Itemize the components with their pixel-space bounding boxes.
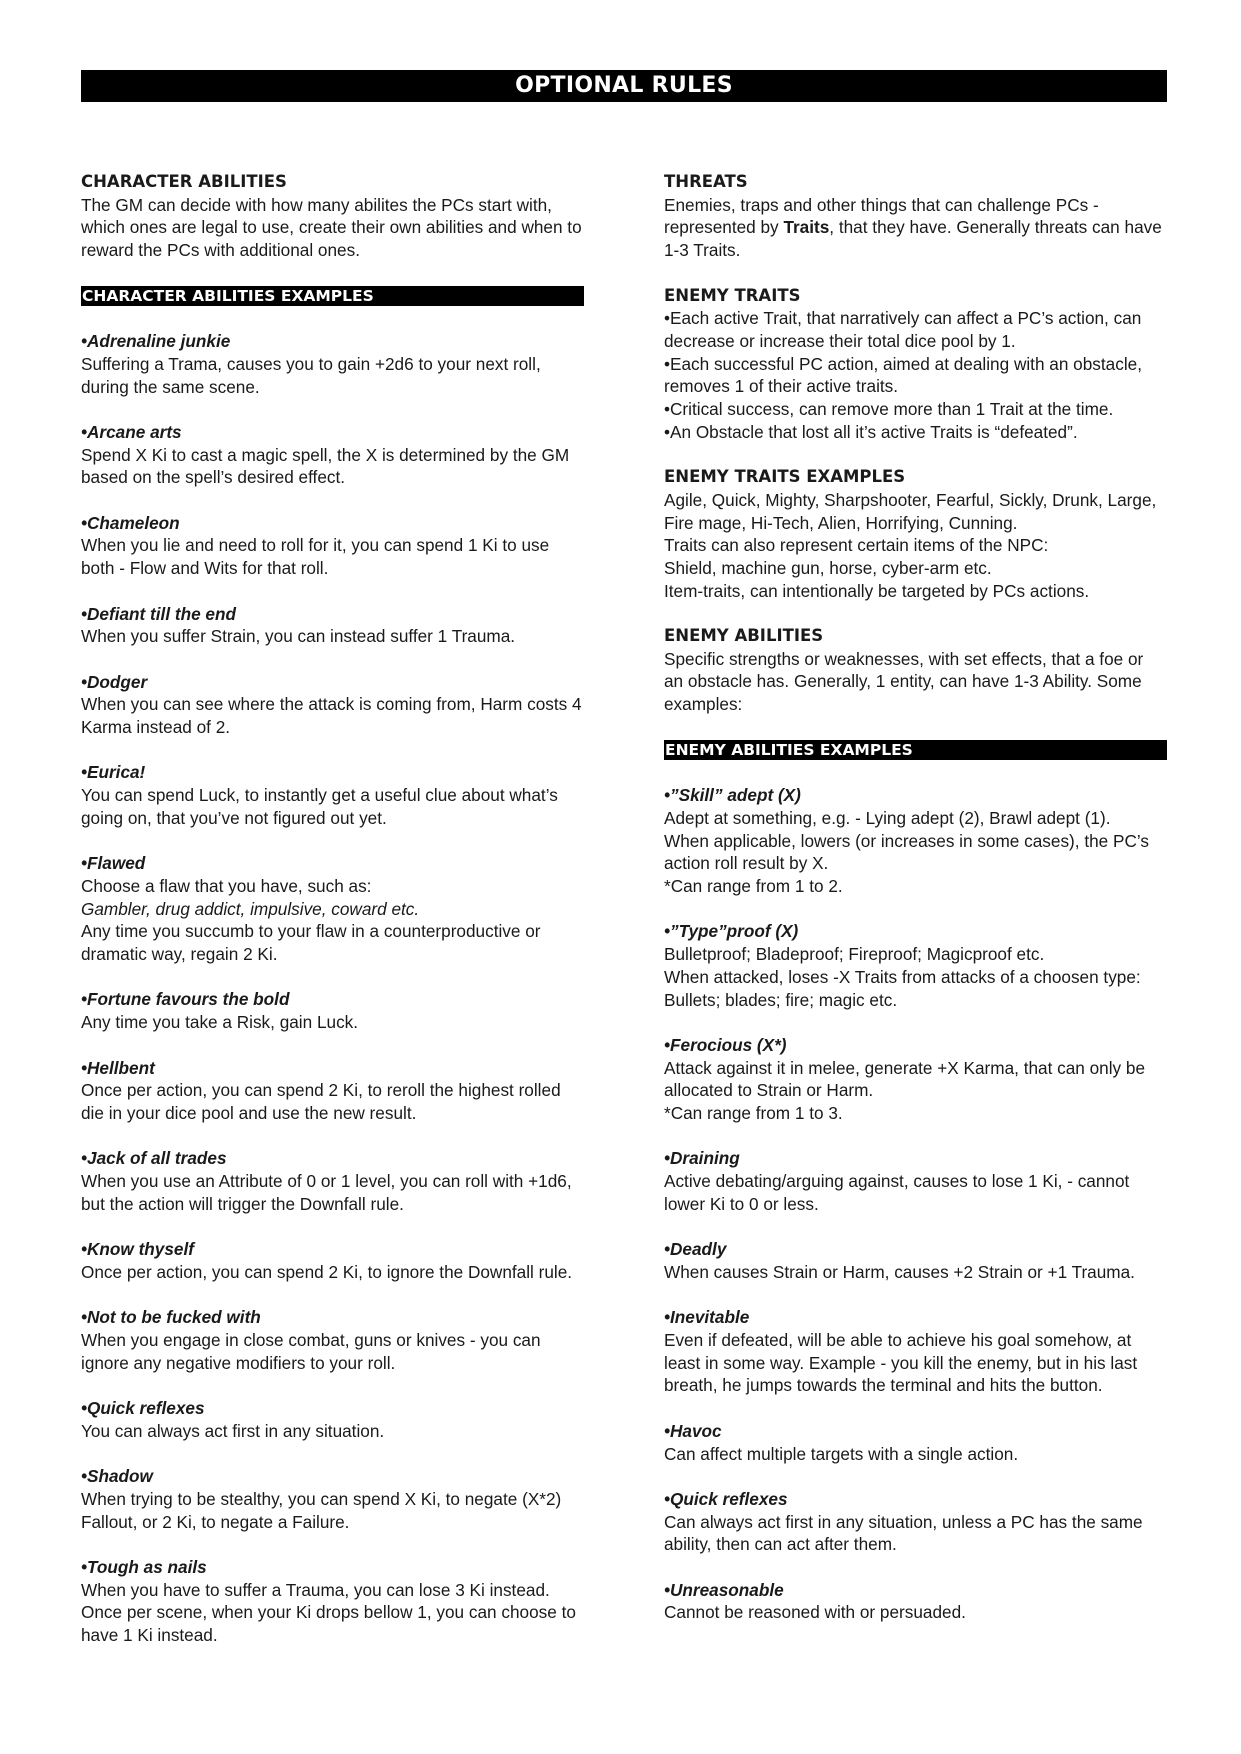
ability-name: •Fortune favours the bold	[81, 989, 290, 1010]
enemy-ability-item	[664, 1306, 1167, 1397]
ability-description: Can always act first in any situation, unless a PC has the same ability, then can act after them.	[664, 1511, 1143, 1555]
ability-description: When attacked, loses -X Traits from attacks of a choosen type: Bullets; blades; fire; magic etc.	[664, 966, 1141, 1010]
page-title: OPTIONAL RULES	[81, 70, 1167, 102]
ability-name: •Draining	[664, 1148, 740, 1169]
enemy-abilities-text: Specific strengths or weaknesses, with set effects, that a foe or an obstacle has. Generally, 1 entity, can have 1-3 Ability. Some examples:	[664, 648, 1144, 715]
ability-item	[81, 852, 584, 966]
ability-name: •Ferocious (X*)	[664, 1034, 787, 1055]
ability-description: Cannot be reasoned with or persuaded.	[664, 1602, 966, 1623]
ability-item	[81, 512, 584, 580]
ability-name: •Deadly	[664, 1239, 727, 1260]
enemy-ability-item	[664, 1034, 1167, 1125]
ability-description: Can affect multiple targets with a single action.	[664, 1443, 1019, 1464]
ability-name: •”Type”proof (X)	[664, 921, 799, 942]
enemy-traits-examples-line: Shield, machine gun, horse, cyber-arm etc.	[664, 557, 992, 578]
enemy-traits-heading: ENEMY TRAITS	[664, 285, 801, 305]
ability-item	[81, 1306, 584, 1374]
ability-description: When trying to be stealthy, you can spend X Ki, to negate (X*2) Fallout, or 2 Ki, to negate a Failure.	[81, 1488, 562, 1532]
ability-description-example: Gambler, drug addict, impulsive, coward etc.	[81, 898, 420, 919]
ability-item	[81, 1147, 584, 1215]
ability-name: •Tough as nails	[81, 1556, 207, 1577]
ability-description: Once per action, you can spend 2 Ki, to ignore the Downfall rule.	[81, 1261, 573, 1282]
ability-description: When you lie and need to roll for it, you can spend 1 Ki to use both - Flow and Wits for that roll.	[81, 535, 550, 579]
ability-name: •Flawed	[81, 853, 146, 874]
ability-description: When you engage in close combat, guns or knives - you can ignore any negative modifiers to your roll.	[81, 1329, 541, 1373]
ability-name: •Adrenaline junkie	[81, 331, 231, 352]
ability-name: •Shadow	[81, 1466, 153, 1487]
enemy-ability-item	[664, 920, 1167, 1011]
ability-description: Active debating/arguing against, causes to lose 1 Ki, - cannot lower Ki to 0 or less.	[664, 1171, 1130, 1214]
enemy-traits-line: •Critical success, can remove more than 1 Trait at the time.	[664, 399, 1114, 420]
ability-description: Any time you take a Risk, gain Luck.	[81, 1012, 359, 1033]
ability-name: •Havoc	[664, 1420, 722, 1441]
ability-description: Attack against it in melee, generate +X Karma, that can only be allocated to Strain or Harm.	[664, 1057, 1146, 1101]
right-column	[664, 171, 1167, 1624]
enemy-ability-item	[664, 1238, 1167, 1283]
enemy-ability-item	[664, 1420, 1167, 1465]
enemy-traits-examples-line: Item-traits, can intentionally be targeted by PCs actions.	[664, 580, 1090, 601]
enemy-ability-item	[664, 1579, 1167, 1624]
ability-description: Adept at something, e.g. - Lying adept (2), Brawl adept (1).	[664, 807, 1111, 828]
ability-description: Bulletproof; Bladeproof; Fireproof; Magicproof etc.	[664, 944, 1045, 965]
ability-name: •Arcane arts	[81, 421, 182, 442]
character-abilities-examples-heading: CHARACTER ABILITIES EXAMPLES	[81, 286, 584, 306]
ability-description-extra: Any time you succumb to your flaw in a counterproductive or dramatic way, regain 2 Ki.	[81, 921, 541, 965]
enemy-traits-line: •Each active Trait, that narratively can affect a PC’s action, can decrease or increase their total dice pool by 1.	[664, 308, 1142, 351]
ability-description: *Can range from 1 to 2.	[664, 876, 843, 897]
ability-description: When you suffer Strain, you can instead suffer 1 Trauma.	[81, 626, 516, 647]
ability-item	[81, 761, 584, 829]
ability-item	[81, 1057, 584, 1125]
enemy-ability-item	[664, 1488, 1167, 1556]
ability-item	[81, 330, 584, 398]
ability-name: •Quick reflexes	[664, 1488, 788, 1509]
ability-item	[81, 603, 584, 648]
ability-description: You can spend Luck, to instantly get a useful clue about what’s going on, that you’ve not figured out yet.	[81, 785, 558, 828]
ability-description: When you use an Attribute of 0 or 1 level, you can roll with +1d6, but the action will trigger the Downfall rule.	[81, 1171, 572, 1214]
ability-name: •Unreasonable	[664, 1579, 784, 1600]
ability-description: When you can see where the attack is coming from, Harm costs 4 Karma instead of 2.	[81, 694, 582, 738]
ability-name: •Dodger	[81, 671, 148, 692]
threats-text: Enemies, traps and other things that can challenge PCs - represented by Traits, that they have. Generally threats can have 1-3 Traits.	[664, 194, 1162, 261]
ability-description: Suffering a Trama, causes you to gain +2d6 to your next roll, during the same scene.	[81, 353, 541, 397]
ability-item	[81, 988, 584, 1033]
ability-item	[81, 1556, 584, 1647]
enemy-ability-item	[664, 1147, 1167, 1215]
enemy-traits-examples-heading: ENEMY TRAITS EXAMPLES	[664, 467, 906, 487]
ability-name: •Not to be fucked with	[81, 1307, 261, 1328]
ability-name: •Hellbent	[81, 1057, 155, 1078]
ability-description: Spend X Ki to cast a magic spell, the X is determined by the GM based on the spell’s desired effect.	[81, 444, 570, 488]
enemy-traits-line: •Each successful PC action, aimed at dealing with an obstacle, removes 1 of their active traits.	[664, 353, 1142, 397]
ability-description: You can always act first in any situation.	[81, 1420, 385, 1441]
enemy-traits-examples-line: Agile, Quick, Mighty, Sharpshooter, Fearful, Sickly, Drunk, Large, Fire mage, Hi-Tech, Alien, Horrifying, Cunning.	[664, 489, 1157, 533]
ability-name: •Chameleon	[81, 512, 180, 533]
ability-name: •Eurica!	[81, 762, 146, 783]
ability-item	[81, 1465, 584, 1533]
ability-item	[81, 1397, 584, 1442]
ability-description: When applicable, lowers (or increases in some cases), the PC’s action roll result by X.	[664, 830, 1149, 874]
character-abilities-heading: CHARACTER ABILITIES	[81, 172, 287, 191]
ability-name: •”Skill” adept (X)	[664, 785, 801, 806]
ability-description: Even if defeated, will be able to achieve his goal somehow, at least in some way. Example - you kill the enemy, but in his last breath, he jumps towards the terminal and hits the button.	[664, 1330, 1138, 1396]
ability-description: Once per action, you can spend 2 Ki, to reroll the highest rolled die in your dice pool and use the new result.	[81, 1080, 561, 1123]
enemy-ability-item	[664, 784, 1167, 898]
enemy-traits-line: •An Obstacle that lost all it’s active Traits is “defeated”.	[664, 421, 1078, 442]
enemy-abilities-examples-heading: ENEMY ABILITIES EXAMPLES	[664, 740, 1167, 760]
ability-name: •Inevitable	[664, 1307, 750, 1328]
ability-name: •Defiant till the end	[81, 603, 236, 624]
ability-description: When you have to suffer a Trauma, you can lose 3 Ki instead. Once per scene, when your Ki drops bellow 1, you can choose to have 1 Ki instead.	[81, 1579, 576, 1646]
left-column	[81, 171, 584, 1647]
ability-item	[81, 1238, 584, 1283]
ability-name: •Know thyself	[81, 1239, 194, 1260]
ability-item	[81, 671, 584, 739]
ability-description: When causes Strain or Harm, causes +2 Strain or +1 Trauma.	[664, 1261, 1135, 1282]
ability-description: Choose a flaw that you have, such as:	[81, 875, 372, 896]
enemy-traits-examples-line: Traits can also represent certain items of the NPC:	[664, 535, 1049, 556]
character-abilities-text: The GM can decide with how many abilites the PCs start with, which ones are legal to use, create their own abilities and when to reward the PCs with additional ones.	[81, 194, 582, 261]
ability-name: •Quick reflexes	[81, 1398, 205, 1419]
ability-name: •Jack of all trades	[81, 1148, 227, 1169]
ability-item	[81, 421, 584, 489]
enemy-abilities-heading: ENEMY ABILITIES	[664, 626, 824, 646]
ability-description: *Can range from 1 to 3.	[664, 1103, 843, 1124]
threats-heading: THREATS	[664, 172, 748, 191]
